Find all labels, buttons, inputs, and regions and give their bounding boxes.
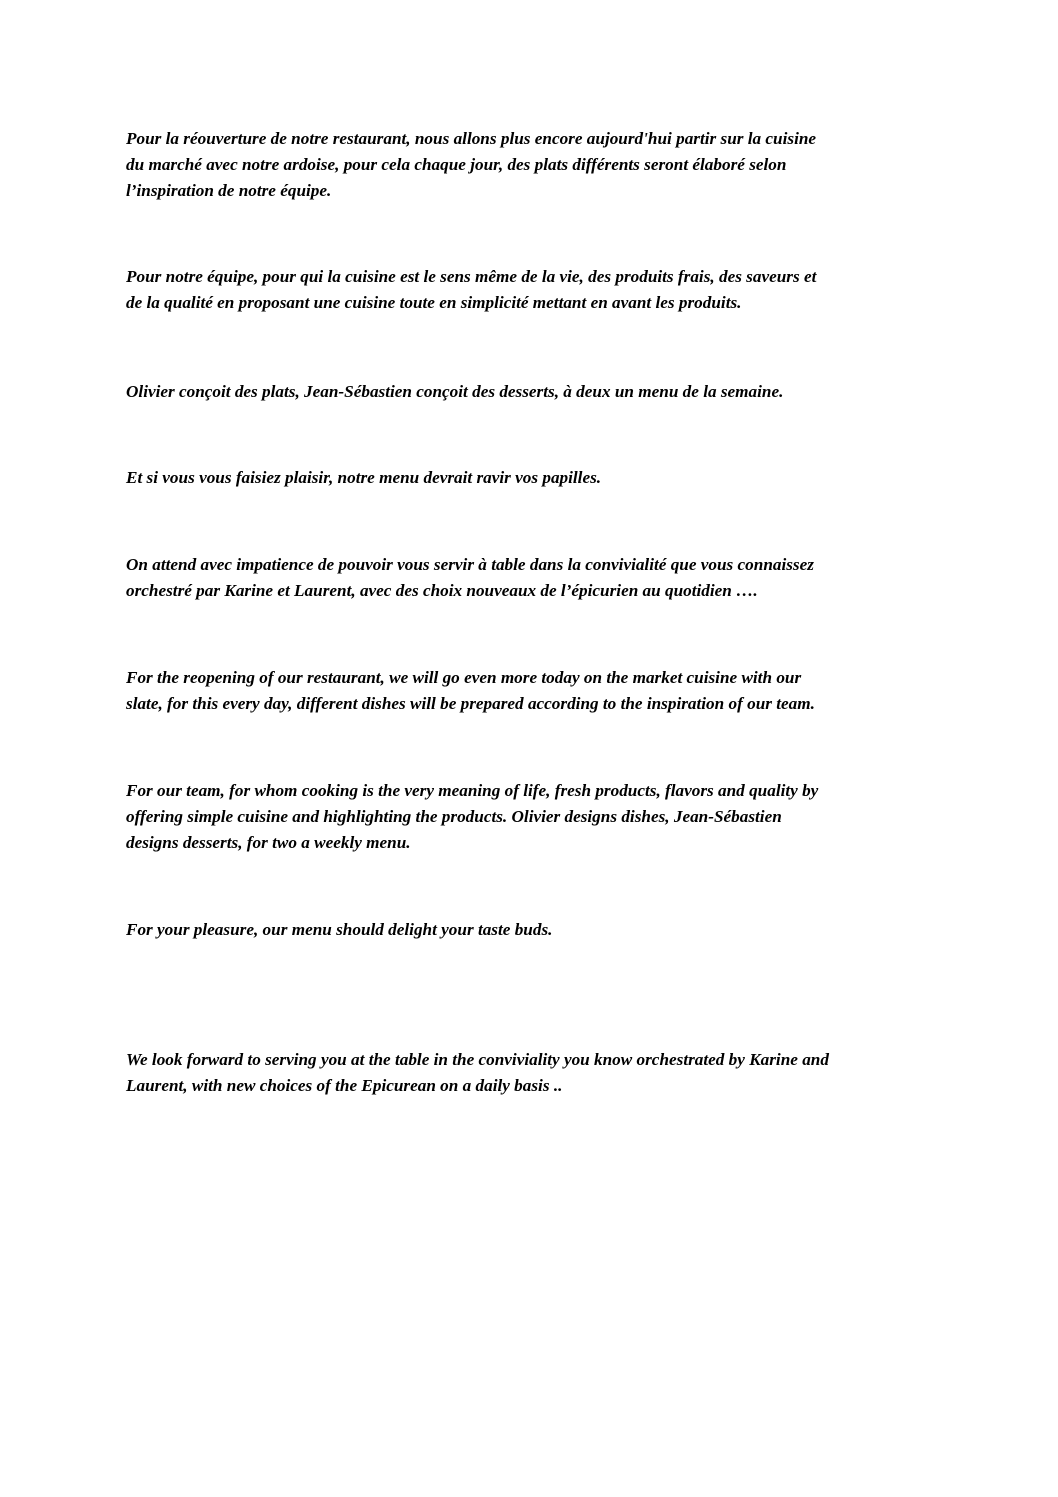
text-line: l’inspiration de notre équipe. <box>126 181 332 200</box>
text-line: Laurent, with new choices of the Epicurean on a daily basis .. <box>126 1076 563 1095</box>
text-line: slate, for this every day, different dishes will be prepared according to the inspiration of our team. <box>126 694 815 713</box>
text-line: designs desserts, for two a weekly menu. <box>126 833 411 852</box>
text-line: du marché avec notre ardoise, pour cela chaque jour, des plats différents seront élaboré selon <box>126 155 787 174</box>
paragraph-team-fr <box>126 264 938 316</box>
text-line: orchestré par Karine et Laurent, avec des choix nouveaux de l’épicurien au quotidien …. <box>126 581 758 600</box>
text-line: We look forward to serving you at the table in the conviviality you know orchestrated by Karine and <box>126 1050 829 1069</box>
text-line: Pour notre équipe, pour qui la cuisine est le sens même de la vie, des produits frais, des saveurs et <box>126 267 817 286</box>
text-line: For your pleasure, our menu should delight your taste buds. <box>126 920 553 939</box>
text-line: de la qualité en proposant une cuisine toute en simplicité mettant en avant les produits. <box>126 293 742 312</box>
paragraph-chefs-fr <box>126 379 938 405</box>
text-line: On attend avec impatience de pouvoir vous servir à table dans la convivialité que vous connaissez <box>126 555 814 574</box>
paragraph-welcome-en <box>126 1047 938 1099</box>
text-line: For the reopening of our restaurant, we will go even more today on the market cuisine with our <box>126 668 802 687</box>
paragraph-team-en <box>126 778 938 856</box>
paragraph-pleasure-en <box>126 917 938 943</box>
text-line: Olivier conçoit des plats, Jean-Sébastien conçoit des desserts, à deux un menu de la semaine. <box>126 382 784 401</box>
paragraph-reopening-fr <box>126 126 938 204</box>
paragraph-welcome-fr <box>126 552 938 604</box>
text-line: Et si vous vous faisiez plaisir, notre menu devrait ravir vos papilles. <box>126 468 602 487</box>
text-line: Pour la réouverture de notre restaurant, nous allons plus encore aujourd'hui partir sur la cuisine <box>126 129 817 148</box>
text-line: For our team, for whom cooking is the very meaning of life, fresh products, flavors and quality by <box>126 781 819 800</box>
paragraph-pleasure-fr <box>126 465 938 491</box>
text-line: offering simple cuisine and highlighting the products. Olivier designs dishes, Jean-Sébastien <box>126 807 782 826</box>
paragraph-reopening-en <box>126 665 938 717</box>
